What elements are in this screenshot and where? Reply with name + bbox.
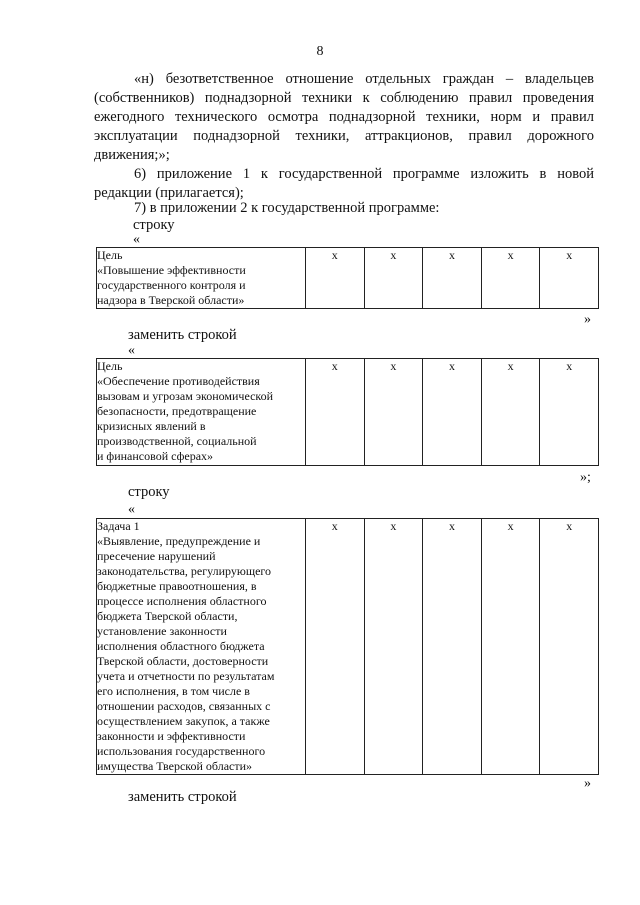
label-line: его исполнения, в том числе в xyxy=(97,684,250,698)
label-line: законодательства, регулирующего xyxy=(97,564,272,578)
label-line: пресечение нарушений xyxy=(97,549,216,563)
label-line: использования государственного xyxy=(97,744,266,758)
label-stroku-2: строку xyxy=(128,484,170,500)
x-cell: x xyxy=(306,248,365,309)
label-line: Цель xyxy=(97,359,123,373)
label-line: законности и эффективности xyxy=(97,729,246,743)
label-line: «Выявление, предупреждение и xyxy=(97,534,261,548)
table-row xyxy=(97,248,599,309)
open-quote-1: « xyxy=(133,232,140,247)
label-line: Цель xyxy=(97,248,123,262)
x-cell: x xyxy=(364,248,423,309)
label-line: безопасности, предотвращение xyxy=(97,404,257,418)
label-line: бюджетные правоотношения, в xyxy=(97,579,257,593)
label-line: государственного контроля и xyxy=(97,278,246,292)
x-cell: x xyxy=(423,359,482,466)
label-line: «Обеспечение противодействия xyxy=(97,374,260,388)
label-line: установление законности xyxy=(97,624,227,638)
label-line: учета и отчетности по результатам xyxy=(97,669,275,683)
table-row-goal-1 xyxy=(96,247,599,309)
label-stroku-1: строку xyxy=(133,217,175,233)
label-line: бюджета Тверской области, xyxy=(97,609,238,623)
row-label-cell xyxy=(97,519,306,775)
table-row-goal-2 xyxy=(96,358,599,466)
x-cell: x xyxy=(306,359,365,466)
label-zamenit-1: заменить строкой xyxy=(128,327,237,343)
label-line: «Повышение эффективности xyxy=(97,263,246,277)
x-cell: x xyxy=(481,519,540,775)
x-cell: x xyxy=(540,359,599,466)
close-quote-3: » xyxy=(584,776,591,791)
label-line: осуществлением закупок, а также xyxy=(97,714,270,728)
label-line: отношении расходов, связанных с xyxy=(97,699,271,713)
x-cell: x xyxy=(540,248,599,309)
x-cell: x xyxy=(540,519,599,775)
label-line: Тверской области, достоверности xyxy=(97,654,269,668)
label-line: имущества Тверской области» xyxy=(97,759,253,773)
paragraph-item-6: 6) приложение 1 к государственной программе изложить в новой редакции (прилагается); xyxy=(94,166,594,201)
x-cell: x xyxy=(306,519,365,775)
x-cell: x xyxy=(423,519,482,775)
table-row xyxy=(97,519,599,775)
open-quote-2: « xyxy=(128,343,135,358)
label-line: Задача 1 xyxy=(97,519,140,533)
row-label-cell xyxy=(97,359,306,466)
table-row xyxy=(97,359,599,466)
page-number: 8 xyxy=(316,44,324,59)
label-line: вызовам и угрозам экономической xyxy=(97,389,274,403)
label-line: и финансовой сферах» xyxy=(97,449,214,463)
paragraph-item-n: «н) безответственное отношение отдельных граждан – владельцев (собственников) поднадзорной техники к соблюдению правил проведения ежегодного технического осмотра поднадзорной техники, норм и правил эксплуатации поднадзорной техники, аттракционов, правил дорожного движения;»; xyxy=(94,71,594,163)
x-cell: x xyxy=(481,248,540,309)
close-quote-semicolon: »; xyxy=(580,470,591,485)
x-cell: x xyxy=(364,519,423,775)
x-cell: x xyxy=(423,248,482,309)
row-label-cell xyxy=(97,248,306,309)
paragraph-item-7: 7) в приложении 2 к государственной программе: xyxy=(134,200,440,216)
label-line: процессе исполнения областного xyxy=(97,594,267,608)
x-cell: x xyxy=(481,359,540,466)
label-line: исполнения областного бюджета xyxy=(97,639,265,653)
label-zamenit-2: заменить строкой xyxy=(128,789,237,805)
table-row-task-1 xyxy=(96,518,599,775)
label-line: производственной, социальной xyxy=(97,434,257,448)
close-quote-1: » xyxy=(584,312,591,327)
label-line: кризисных явлений в xyxy=(97,419,206,433)
label-line: надзора в Тверской области» xyxy=(97,293,245,307)
open-quote-3: « xyxy=(128,502,135,517)
x-cell: x xyxy=(364,359,423,466)
